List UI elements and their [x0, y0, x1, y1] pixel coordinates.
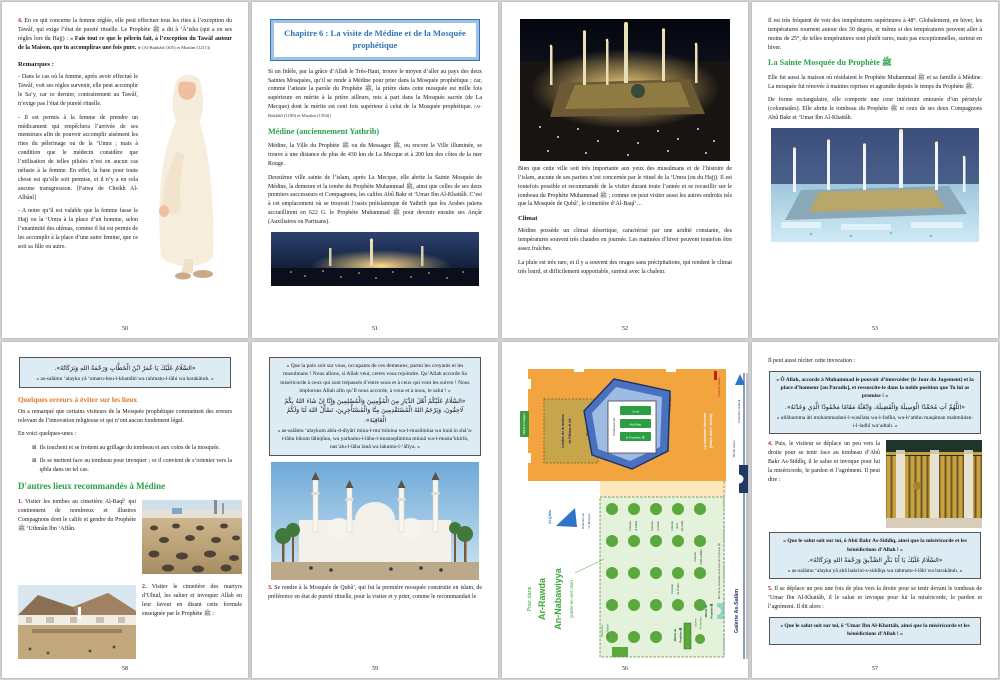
qibla-direction-label: Direction de	[581, 512, 585, 530]
list-item: 5. Il se déplace un peu une fois de plus vers la droite pour se tenir devant le tombeau de ‘Umar Ibn Al-Khattâb, il le salue et invoque pour lui la miséricorde, le pardon et l’agrément. Il dit alors :	[768, 586, 982, 611]
mihrab-prophet-label: Mihrâb du	[705, 604, 708, 618]
porte-fatima-label: Porte de Fâtima	[718, 377, 721, 397]
chapter-title: Chapitre 6 : La visite de Médine et de la Mosquée prophétique	[284, 28, 466, 50]
page-51[interactable]	[252, 2, 498, 338]
salutation-box-umar-partial	[769, 617, 981, 645]
french-dua: « Que le salut soit sur toi, ô ‘Umar Ibn Al-Khattâb, ainsi que la miséricorde et les bénédictions d’Allah ! »	[780, 623, 970, 638]
arabic-text: «السَّلَامُ عَلَيْكَ يَا عُمَرُ ابْنُ الْخَطَّابِ وَرَحْمَةُ اللهِ وَبَرَكَاتُهُ».	[54, 365, 196, 372]
svg-text:Prophète ﷺ: Prophète ﷺ	[679, 627, 683, 643]
chapter-title-box	[270, 19, 480, 61]
svg-text:Prophète ﷺ: Prophète ﷺ	[710, 603, 714, 619]
baqi-label: Cimetière Al-Baqî‘	[737, 398, 741, 424]
rawda-area	[600, 497, 724, 657]
svg-text:al-wufûd: al-wufûd	[635, 521, 638, 531]
tomb-umar: ‘Umar	[631, 409, 640, 414]
porte-fatima-marker	[714, 371, 717, 380]
list-item: 3. Se rendre à la Mosquée de Qubâ’, qui fut la première mosquée construite en islam, de préférence en état de pureté rituelle, pour la visiter et y prier, comme le recommandait le	[268, 584, 482, 600]
error-item: ⊠ Ils se mettent face au tombeau pour invoquer ; or il convient de s’orienter vers la qibla dans un tel cas.	[32, 458, 232, 473]
french-dua: « Que la paix soit sur vous, occupants de ces demeures, parmi les croyants et les musulmans ! Nous allons, si Allah veut, certes vous rejoindre. Qu’Allah accorde Sa miséricorde à ceux qui sont trépassés d’entre nous et à ceux qui vont les suivre ! Nous implorons Allah afin qu’Il nous accorde, à vous et à nous, le salut ! »	[280, 363, 470, 394]
transliteration: « as-salâmu ‘alayka yâ abâ bakrini-s-siddîqa wa rahmatu-l-lâhi wa barakâtuh. »	[787, 568, 963, 575]
svg-text:(Notre mère ‘Aisha): (Notre mère ‘Aisha)	[709, 413, 713, 449]
remark-item: - A noter qu’il est valable que la femme fasse le Hajj ou la ‘Umra à la place d’un homme, selon l’unanimité des ulémas, comme il lui est permis de les accomplir à la place d’une autre femme, que ce soit sa fille ou autre.	[18, 208, 138, 250]
tombs-label: Tombeaux de	[612, 417, 616, 437]
yellow-band	[600, 481, 726, 497]
photo-medina-mosque-night	[271, 232, 479, 286]
salutation-box-umar	[19, 357, 231, 388]
remark-item: - Il est permis à la femme de prendre un médicament qui empêchera l’arrivée de ses menstrues afin de pouvoir accomplir aisément les rites du pèlerinage ou de la ‘Umra ; mais à condition que le médecin considère que l’utilisation de telles pilules n’est en aucun cas néfaste à la femme. En effet, la base pour toute chose est qu’elle soit permise, et il n’y a en cela aucune transgression. [Fatwa de Cheikh Al-Albânî]	[18, 114, 138, 201]
page-number: 58	[122, 666, 128, 672]
paragraph: Elle fut aussi la maison où résidaient le Prophète Muhammad ﷺ et sa famille à Médine. La mosquée fut rénovée à maintes reprises et agrandie depuis le temps du Prophète ﷺ.	[768, 74, 982, 90]
transliteration: « allâhumma âti muhammadani-l-wasîlata wa-l-fadîla, wa-b‘athhu maqâman mahmûdan-i-l-ladhî wa‘adtah. »	[776, 414, 974, 430]
tomb-abu-bakr: Abû Bakr	[629, 422, 642, 427]
photo-baqi-cemetery	[142, 500, 242, 574]
mihrab-tahajjud-label: Mihrâb du Tahajjud	[523, 413, 526, 435]
intro-line: Il peut aussi réciter cette invocation :	[768, 358, 856, 364]
galerie-label: Galerie As-Salâm	[734, 588, 740, 634]
paragraph: En voici quelques-unes :	[18, 431, 77, 438]
col-wufud-label: Colonne	[629, 521, 632, 531]
photo-quba-mosque	[271, 462, 479, 580]
hannana-column	[695, 634, 705, 644]
svg-text:d'Abî Lubâba: d'Abî Lubâba	[700, 549, 703, 565]
adhan-platform	[612, 647, 628, 657]
adhan-platform-label: Plateforme	[601, 624, 604, 638]
page-52[interactable]	[502, 2, 748, 338]
photo-uhud-martyrs-cemetery	[18, 585, 136, 659]
tomb-prophet: le Prophète ﷺ	[625, 435, 646, 440]
page-53[interactable]	[752, 2, 998, 338]
woman-hijab-illustration	[145, 59, 231, 281]
paragraph: Si un fidèle, par la grâce d’Allah le Très-Haut, trouve le moyen d’aller au pays des deux Saintes Mosquées, qu’il se rende à Médine pour prier dans la Mosquée prophétique ; car, comme l’atteste la parole du Prophète ﷺ, la prière dans cette mosquée est mille fois supérieure en mérite à la prière ailleurs, mis à part dans la Mosquée sacrée (de La Mecque) dont le mérite est cent fois supérieur à celui de la Mosquée prophétique. [Al-Bukhârî (1190) et Muslim (1394)]	[268, 68, 482, 119]
photo-medina-aerial-night	[520, 19, 730, 161]
error-item: ⊠ Ils touchent et se frottent au grillage du tombeau et aux coins de la mosquée.	[32, 445, 221, 452]
section-heading-holy-mosque: La Sainte Mosquée du Prophète ﷺ	[768, 58, 892, 68]
page-number: 52	[622, 326, 628, 332]
col-lubaba-label: Colonne	[694, 552, 697, 562]
paragraph: De forme rectangulaire, elle comporte une cour intérieure entourée d’un péristyle (colonnades). Elle abrite le tombeau du Prophète ﷺ et ceux de ses deux Compagnons Abû Bakr et ‘Umar Ibn Al-Khattâb.	[768, 97, 982, 122]
reference: [Al-Bukhârî (1190) et Muslim (1394)]	[268, 104, 482, 119]
diagram-title	[527, 567, 574, 630]
house-label: Limites de la maison	[561, 414, 565, 448]
page-number: 57	[872, 666, 878, 672]
arabic-text: «السَّلَامُ عَلَيْكَ يَا أَبَا بَكْرٍ الصِّدِّيقَ وَرَحْمَةُ اللهِ وَبَرَكَاتُهُ».	[807, 556, 943, 564]
col-aisha-label: Colonne	[671, 584, 674, 594]
paragraph: Médine possède un climat désertique, caractérisé par une aridité constante, des températures souvent très chaudes en journée. Les matinées d’hiver peuvent toutefois être assez fraîches.	[518, 228, 732, 252]
hadith-quote: « Fais tout ce que le pèlerin fait, à l’exception du Tawâf autour de la Maison, que tu accompliras une fois pure. »	[18, 35, 232, 51]
item-number: 4.	[18, 18, 23, 24]
checkbox-x-icon: ⊠	[32, 445, 37, 452]
remarques-heading: Remarques :	[18, 61, 54, 69]
list-item: 2. Visiter le cimetière des martyrs d’Uhud, les saluer et invoquer Allah en leur faveur en disant cette formule enseignée par le Prophète ﷺ :	[142, 584, 242, 617]
paragraph: On a remarqué que certains visiteurs de la Mosquée prophétique commettent des erreurs relevant de l’innovation religieuse et qui n’ont aucun fondement légal.	[18, 408, 232, 424]
hannana-label: Colonne	[694, 618, 698, 628]
page-59[interactable]	[252, 342, 498, 678]
col-lit-label: Colonne	[671, 521, 674, 531]
page-50[interactable]	[2, 2, 248, 338]
list-item: 4. Puis, le visiteur se déplace un peu vers la droite pour se tenir face au tombeau d’Abû Bakr As-Siddîq, il le salue et invoque pour lui la miséricorde, le pardon et l’agrément. Il peut dire :	[768, 441, 880, 483]
paragraph: Bien que cette ville soit très importante aux yeux des musulmans et de l’histoire de l’islam, aucune de ses parties n’est concernée par le rituel de la ‘Umra (ou du Hajj). Il est toutefois possible et recommandé de la visiter durant toute l’année et se recueillir sur le tombeau du Prophète Muhammad ﷺ ; comme on peut visiter aussi les autres endroits tels que la Mosquée de Qubâ’, le cimetière d’Al-Baqî‘…	[518, 166, 732, 208]
page-number: 59	[372, 666, 378, 672]
checkbox-x-icon: ⊠	[32, 458, 37, 465]
paragraph: Il est très fréquent de voir des températures supérieures à 48°. Globalement, en hiver, les températures tournent autour des 30 degrés, et même si des températures peuvent aller à moins de 25°, de telles températures sont plutôt rares, mais pas exceptionnelles, surtout en hiver.	[768, 18, 982, 51]
page-57[interactable]	[752, 342, 998, 678]
svg-text:(as-sarîr): (as-sarîr)	[681, 520, 684, 532]
chamber-label: La chambre Honorée	[703, 412, 707, 450]
rawda-diagram	[518, 359, 748, 669]
svg-text:de ‘Â’isha: de ‘Â’isha	[677, 583, 680, 595]
svg-text:al-haras: al-haras	[657, 521, 660, 531]
qibla-arrow-icon	[556, 508, 577, 527]
errors-heading: Quelques erreurs à éviter sur les lieux	[18, 394, 138, 404]
french-dua: « Ô Allah, accorde à Muhammad le pouvoir d’intercéder (le Jour du Jugement) et la place d’honneur [au Paradis], et ressuscite-le dans la noble position que Tu lui as promise ! »	[776, 376, 974, 400]
paragraph: 4. En ce qui concerne la femme réglée, elle peut effectuer tous les rites à l’exception du Tawâf, qui exige l’état de pureté rituelle. Le Prophète ﷺ a dit à ‘Â’isha (qui a eu ses règles lors du Hajj) : « Fais tout ce que le pèlerin fait, à l’exception du Tawâf autour de la Maison, que tu accompliras une fois pure. » [Al-Bukhârî (305) et Muslim (1211)]	[18, 18, 232, 51]
svg-text:du lit: du lit	[676, 523, 679, 529]
french-dua: « Que le salut soit sur toi, ô Abû Bakr As-Siddîq, ainsi que la miséricorde et les bénédictions d’Allah ! »	[783, 538, 967, 553]
svg-text:La Mecque: La Mecque	[587, 513, 591, 529]
arabic-text: «السَّلَامُ عَلَيْكُمْ أَهْلَ الدِّيَارِ مِنَ الْمُؤْمِنِينَ وَالْمُسْلِمِينَ وَإِنَّا إِنْ شَاءَ اللهُ بِكُمْ لَاحِقُونَ، وَيَرْحَمُ اللهُ الْمُسْتَقْدِمِينَ مِنَّا وَالْمُسْتَأْخِرِينَ، نَسْأَلُ اللهَ لَنَا وَلَكُمُ الْعَافِيَةَ».	[284, 398, 466, 424]
svg-text:de Fâtima et Ali: de Fâtima et Ali	[568, 418, 572, 444]
svg-text:Al-Hannâna: Al-Hannâna	[699, 616, 703, 630]
salutation-box-abu-bakr	[769, 532, 981, 579]
arabic-text: «اللَّهُمَّ آتِ مُحَمَّدًا الْوَسِيلَةَ وَالْفَضِيلَةَ، وَابْعَثْهُ مَقَامًا مَحْمُودًا الَّذِي وَعَدْتَهُ».	[784, 403, 966, 411]
paragraph: Deuxième ville sainte de l’islam, après La Mecque, elle abrite la Sainte Mosquée de Médine, la demeure et la tombe du Prophète Muhammad ﷺ, ainsi que celles de ses deux premiers successeurs et Compagnons, les califes Abû Bakr et ‘Umar Ibn Al-Khattâb. C’est à cet emplacement où se trouvait l’oasis préislamique de Yathrib que les Arabes païens accueillirent en 622 G. le Prophète Muhammad ﷺ pour devenir ensuite ses Ançâr (Auxiliaires ou Partisans).	[268, 174, 483, 226]
list-item: 1. Visiter les tombes au cimetière Al-Baqî‘ qui contiennent de nombreux et illustres Compagnons dont le calife et gendre du Prophète ﷺ ‘Uthmân Ibn ‘Affân.	[18, 499, 136, 532]
current-mihrab-label: Mihrâb actuel	[732, 440, 736, 458]
col-haras-label: Colonne	[651, 521, 654, 531]
transliteration: « as-salâmu ‘alaykum ahla-d-diyâri mina-l-mu’minina wa-l-muslimina wa innâ in shâ’a-l-lâhu bikum lâhiqûna, wa yarhamu-l-lâhu-l-mustaqdimina minnâ wa-l-musta’khirîn, nas’alu-l-lâha lanâ wa lakumu-l-‘âfiya. »	[277, 427, 473, 451]
recommended-places-heading: D'autres lieux recommandés à Médine	[18, 480, 166, 491]
paragraph: Médine, la Ville du Prophète ﷺ ou du Messager ﷺ, ou encore la Ville illuminée, se trouve à une distance de plus de 430 km de La Mecque et à 200 km des côtes de la mer Rouge.	[268, 143, 482, 167]
qibla-label: Al-Qibla	[548, 510, 552, 524]
svg-text:(partie en vert clair): (partie en vert clair)	[569, 580, 574, 618]
transliteration: « as-salâmu ‘alayka yâ ‘umaru-bnu-l-khattâbi wa rahmatu-l-lâhi wa barakâtuh. »	[36, 376, 214, 383]
dua-box-wasila	[769, 371, 981, 435]
minbar-marker	[684, 623, 691, 649]
photo-tomb-golden-grills	[886, 440, 982, 528]
old-wall-label: Mur de la mosquée au temps du Prophète ﷺ	[717, 542, 721, 600]
page-number: 51	[372, 326, 378, 332]
paragraph: La pluie est très rare, et il y a souvent des orages sans précipitations, qui rendent le climat très lourd, et difficilement supportable, surtout avec la chaleur.	[518, 259, 732, 275]
svg-text:pour l'Adhân: pour l'Adhân	[606, 624, 610, 638]
page-number: 50	[122, 326, 128, 332]
reference: [Al-Bukhârî (305) et Muslim (1211)]	[140, 44, 211, 50]
page-number: 53	[872, 326, 878, 332]
salutation-box-cemetery	[269, 357, 481, 456]
minbar-label: Minbar du	[674, 628, 677, 642]
photo-prophets-mosque-evening	[771, 128, 979, 242]
climate-heading: Climat	[518, 215, 538, 223]
page-56[interactable]	[502, 342, 748, 678]
remark-item: - Dans le cas où la femme, après avoir effectué le Tawâf, voit ses règles survenir, elle peut accomplir le Sa‘y, car ce dernier, contrairement au Tawâf, n’exige pas l’état de pureté rituelle.	[18, 74, 138, 107]
page-58[interactable]	[2, 342, 248, 678]
svg-text:Prier dans: Prier dans	[527, 586, 533, 612]
section-heading-medina: Médine (anciennement Yathrib)	[268, 126, 380, 136]
svg-text:Ar-Rawda: Ar-Rawda	[537, 577, 547, 621]
svg-text:An-Nabawiyya: An-Nabawiyya	[553, 568, 563, 630]
tomb-bars	[620, 406, 651, 441]
page-number: 56	[622, 666, 628, 672]
pentagonal-wall-label: Mur pentagonal	[669, 394, 672, 412]
